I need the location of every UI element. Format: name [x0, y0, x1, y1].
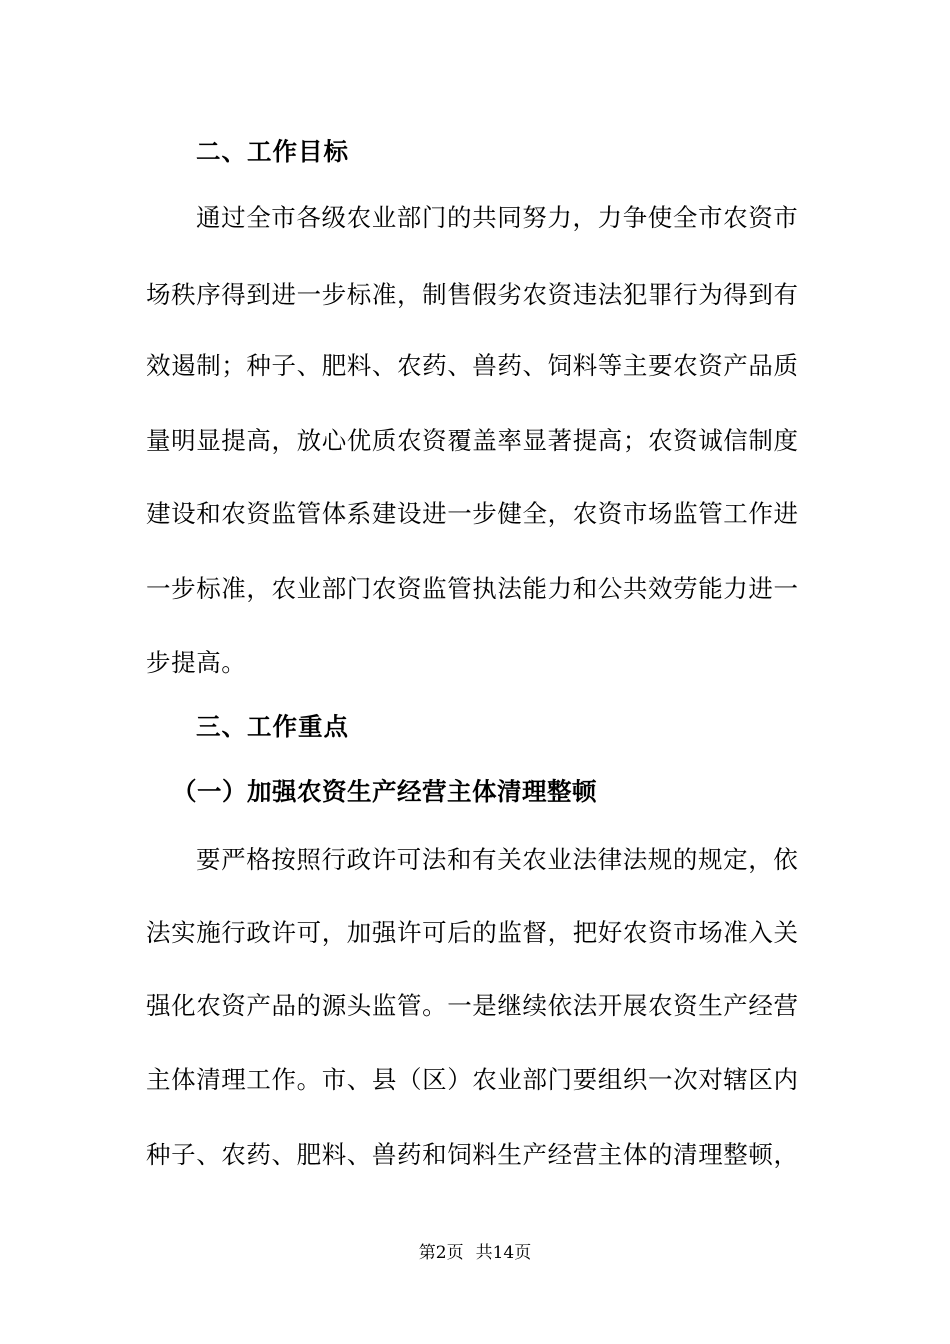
paragraph-line: 建设和农资监管体系建设进一步健全，农资市场监管工作进: [146, 499, 799, 528]
section-heading-work-goals: 二、工作目标: [196, 137, 349, 166]
paragraph-line: 通过全市各级农业部门的共同努力，力争使全市农资市: [196, 203, 799, 232]
paragraph-line: 主体清理工作。市、县（区）农业部门要组织一次对辖区内: [146, 1065, 799, 1094]
page-footer: [0, 1242, 950, 1264]
paragraph-line: 效遏制；种子、肥料、农药、兽药、饲料等主要农资产品质: [146, 351, 799, 380]
paragraph-line: 法实施行政许可，加强许可后的监督，把好农资市场准入关: [146, 918, 799, 947]
paragraph-line: 要严格按照行政许可法和有关农业法律法规的规定，依: [196, 845, 799, 874]
page-number: 第2页: [418, 1243, 464, 1263]
paragraph-line: 场秩序得到进一步标准，制售假劣农资违法犯罪行为得到有: [146, 280, 799, 309]
paragraph-line: 步提高。: [146, 648, 247, 677]
paragraph-line: 一步标准，农业部门农资监管执法能力和公共效劳能力进一: [146, 574, 799, 603]
section-heading-work-focus: 三、工作重点: [196, 712, 349, 741]
paragraph-line: 量明显提高，放心优质农资覆盖率显著提高；农资诚信制度: [146, 426, 799, 455]
subsection-heading: （一）加强农资生产经营主体清理整顿: [172, 777, 597, 806]
paragraph-line: 种子、农药、肥料、兽药和饲料生产经营主体的清理整顿，: [146, 1140, 799, 1169]
paragraph-line: 强化农资产品的源头监管。一是继续依法开展农资生产经营: [146, 991, 799, 1020]
page-total: 共14页: [475, 1243, 532, 1263]
